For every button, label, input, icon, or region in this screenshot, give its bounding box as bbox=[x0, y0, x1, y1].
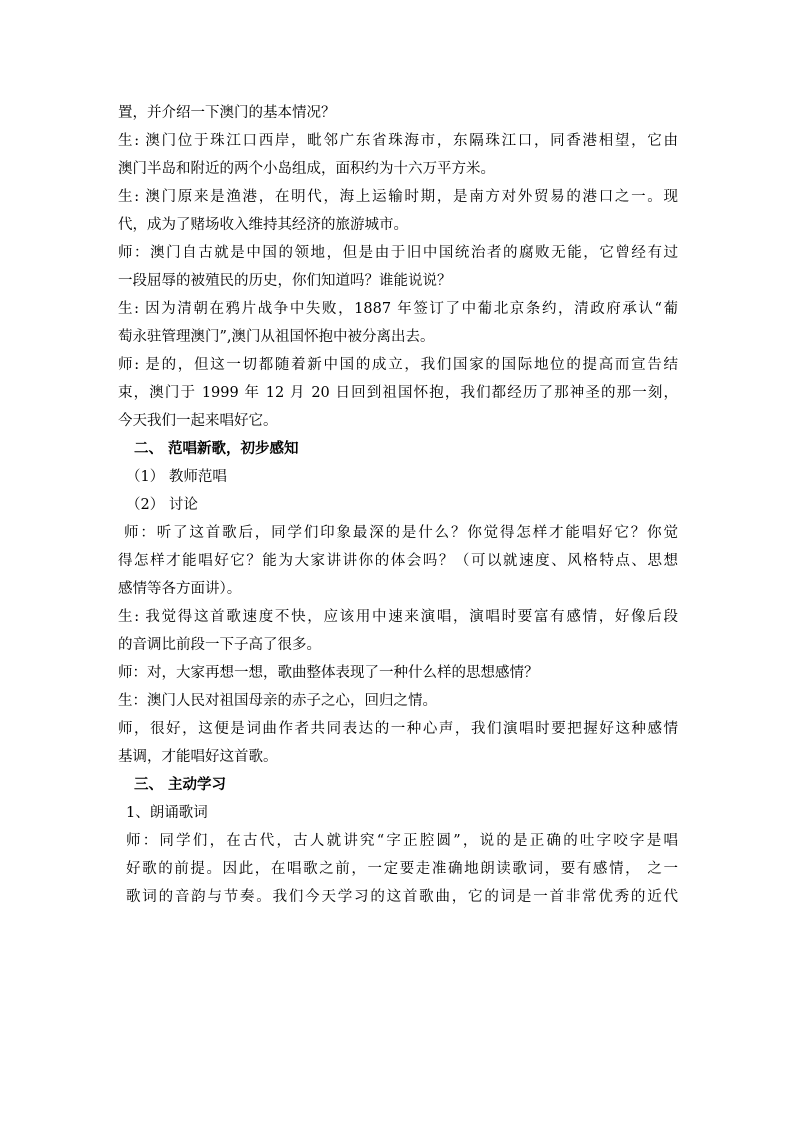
text-line: 得怎样才能唱好它？能为大家讲讲你的体会吗？（可以就速度、风格特点、思想 bbox=[118, 553, 678, 569]
text-line: 好歌的前提。因此，在唱歌之前，一定要走准确地朗读歌词，要有感情， 之一 bbox=[126, 861, 678, 877]
sub-item: （1） 教师范唱 bbox=[126, 469, 227, 485]
text-line: 师，很好，这便是词曲作者共同表达的一种心声，我们演唱时要把握好这种感情 bbox=[118, 721, 678, 737]
text-line: 感情等各方面讲）。 bbox=[118, 581, 242, 597]
text-line: 歌词的音韵与节奏。我们今天学习的这首歌曲，它的词是一首非常优秀的近代 bbox=[126, 889, 678, 905]
text-line: 师：同学们，在古代，古人就讲究“字正腔圆”，说的是正确的吐字咬字是唱 bbox=[126, 833, 678, 849]
text-line: 一段屈辱的被殖民的历史，你们知道吗？谁能说说？ bbox=[118, 273, 452, 289]
section-heading: 三、 主动学习 bbox=[134, 776, 227, 793]
text-line: 师: 是的，但这一切都随着新中国的成立，我们国家的国际地位的提高而宣告结 bbox=[118, 357, 678, 373]
text-line: 代，成为了赌场收入维持其经济的旅游城市。 bbox=[118, 217, 408, 233]
text-line: 置，并介绍一下澳门的基本情况？ bbox=[118, 105, 336, 121]
text-line: 生: 因为清朝在鸦片战争中失败，1887 年签订了中葡北京条约，清政府承认“葡 bbox=[118, 301, 678, 317]
text-line: 束，澳门于 1999 年 12 月 20 日回到祖国怀抱，我们都经历了那神圣的那一刻， bbox=[118, 385, 678, 401]
text-line: 师：对，大家再想一想，歌曲整体表现了一种什么样的思想感情？ bbox=[118, 665, 539, 681]
document-body bbox=[118, 99, 678, 911]
text-line: 澳门半岛和附近的两个小岛组成，面积约为十六万平方米。 bbox=[118, 161, 495, 177]
text-line: 生: 澳门位于珠江口西岸，毗邻广东省珠海市，东隔珠江口，同香港相望，它由 bbox=[118, 133, 678, 149]
section-heading: 二、 范唱新歌，初步感知 bbox=[134, 440, 299, 457]
text-line: 的音调比前段一下子高了很多。 bbox=[118, 637, 321, 653]
text-line: 师：澳门自古就是中国的领地，但是由于旧中国统治者的腐败无能，它曾经有过 bbox=[118, 245, 678, 261]
text-line: 生: 我觉得这首歌速度不快，应该用中速来演唱，演唱时要富有感情，好像后段 bbox=[118, 609, 678, 625]
text-line: 师：听了这首歌后，同学们印象最深的是什么？你觉得怎样才能唱好它？你觉 bbox=[124, 525, 678, 541]
text-line: 基调，才能唱好这首歌。 bbox=[118, 749, 278, 765]
sub-item: 1、朗诵歌词 bbox=[126, 805, 208, 821]
text-line: 萄永驻管理澳门”,澳门从祖国怀抱中被分离出去。 bbox=[118, 329, 435, 345]
text-line: 生：澳门人民对祖国母亲的赤子之心，回归之情。 bbox=[118, 693, 437, 709]
text-line: 生: 澳门原来是渔港，在明代，海上运输时期，是南方对外贸易的港口之一。现 bbox=[118, 189, 678, 205]
sub-item: （2） 讨论 bbox=[126, 497, 198, 513]
text-line: 今天我们一起来唱好它。 bbox=[118, 413, 278, 429]
